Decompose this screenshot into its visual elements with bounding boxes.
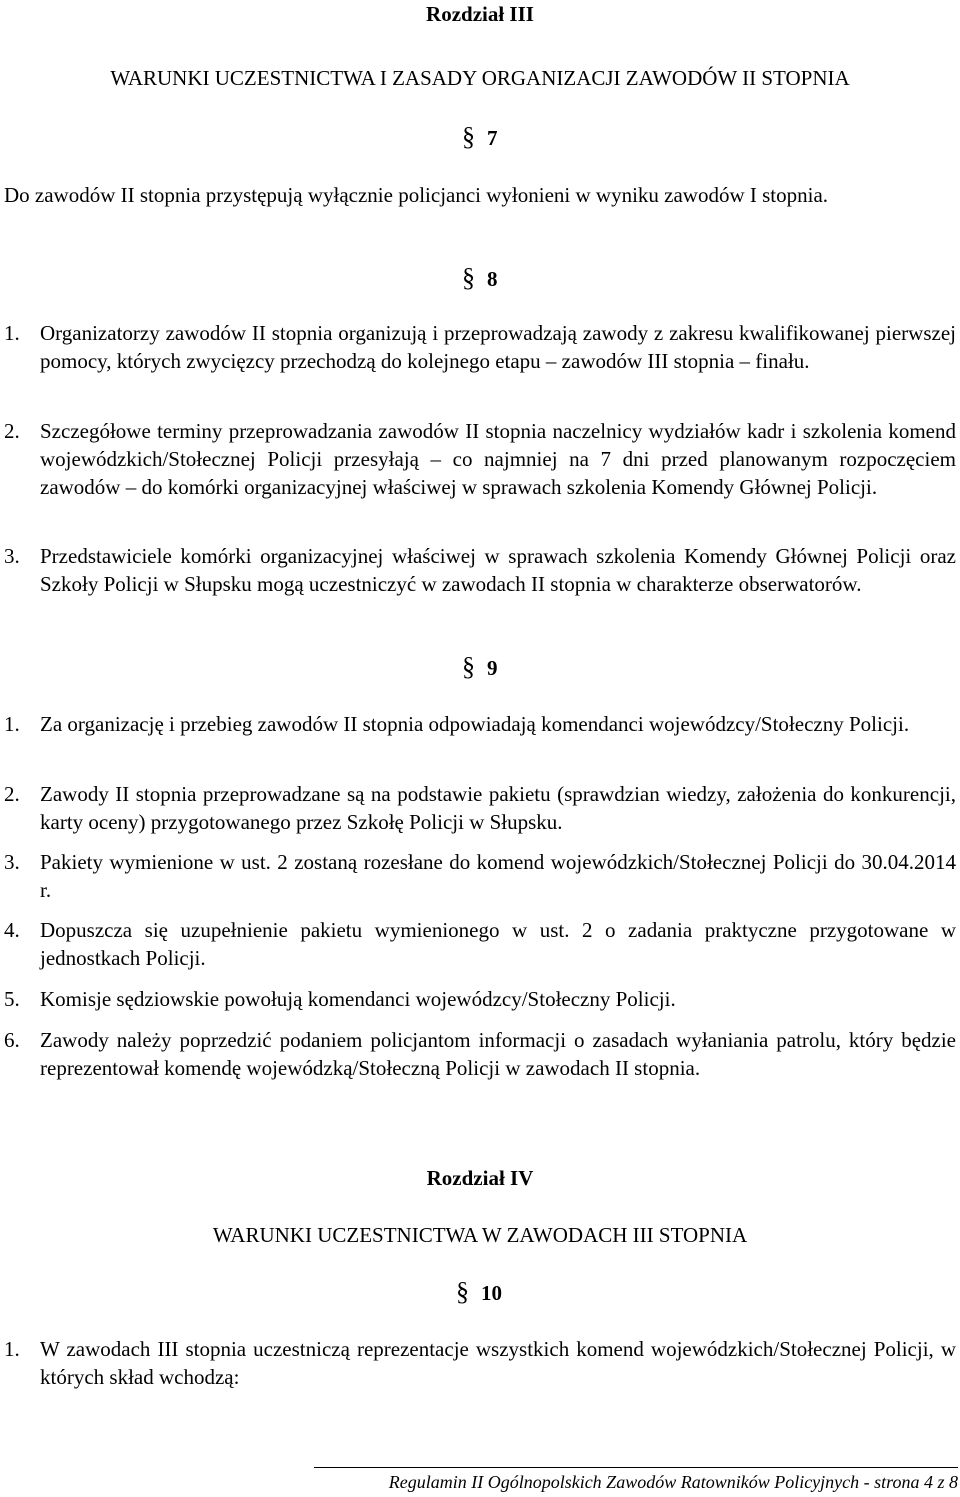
list-item-number: 6. bbox=[4, 1028, 20, 1052]
section-mark: § bbox=[462, 652, 475, 681]
section-7-paragraph: Do zawodów II stopnia przystępują wyłącznie policjanci wyłonieni w wyniku zawodów I stopnia. bbox=[4, 183, 829, 207]
section-mark: § bbox=[462, 122, 475, 151]
list-item-number: 3. bbox=[4, 544, 20, 568]
section-8-heading bbox=[462, 265, 498, 292]
list-item: Pakiety wymienione w ust. 2 zostaną rozesłane do komend wojewódzkich/Stołecznej Policji do 30.04.2014 r. bbox=[40, 850, 956, 902]
list-item-number: 4. bbox=[4, 918, 20, 942]
page-footer: Regulamin II Ogólnopolskich Zawodów Ratowników Policyjnych - strona 4 z 8 bbox=[388, 1472, 958, 1492]
chapter-title: Rozdział IV bbox=[426, 1166, 534, 1190]
chapter-title: Rozdział III bbox=[426, 2, 534, 26]
list-item: Przedstawiciele komórki organizacyjnej właściwej w sprawach szkolenia Komendy Głównej Policji oraz Szkoły Policji w Słupsku mogą uczestniczyć w zawodach II stopnia w charakterze obserwatorów. bbox=[40, 544, 956, 596]
list-item: Komisje sędziowskie powołują komendanci wojewódzcy/Stołeczny Policji. bbox=[40, 987, 676, 1011]
section-number: 8 bbox=[487, 267, 498, 291]
section-mark: § bbox=[456, 1277, 469, 1306]
list-item-number: 1. bbox=[4, 321, 20, 345]
chapter-heading: WARUNKI UCZESTNICTWA I ZASADY ORGANIZACJI ZAWODÓW II STOPNIA bbox=[110, 66, 850, 90]
list-item: W zawodach III stopnia uczestniczą reprezentacje wszystkich komend wojewódzkich/Stołecznej Policji, w których skład wchodzą: bbox=[40, 1337, 956, 1389]
list-item: Zawody należy poprzedzić podaniem policjantom informacji o zasadach wyłaniania patrolu, który będzie reprezentował komendę wojewódzką/Stołeczną Policji w zawodach II stopnia. bbox=[40, 1028, 956, 1080]
section-number: 10 bbox=[481, 1281, 502, 1305]
section-number: 7 bbox=[487, 126, 498, 150]
chapter-heading: WARUNKI UCZESTNICTWA W ZAWODACH III STOPNIA bbox=[212, 1223, 748, 1247]
section-mark: § bbox=[462, 263, 475, 292]
list-item: Szczegółowe terminy przeprowadzania zawodów II stopnia naczelnicy wydziałów kadr i szkolenia komend wojewódzkich/Stołecznej Policji przesyłają – co najmniej na 7 dni przed planowanym rozpoczęciem zawodów – do komórki organizacyjnej właściwej w sprawach szkolenia Komendy Głównej Policji. bbox=[40, 419, 956, 499]
section-10-heading bbox=[456, 1279, 502, 1306]
list-item-number: 1. bbox=[4, 712, 20, 736]
section-7-heading bbox=[462, 124, 498, 151]
footer-divider bbox=[314, 1467, 958, 1468]
list-item-number: 2. bbox=[4, 782, 20, 806]
list-item: Organizatorzy zawodów II stopnia organizują i przeprowadzają zawody z zakresu kwalifikowanej pierwszej pomocy, których zwycięzcy przechodzą do kolejnego etapu – zawodów III stopnia – finału. bbox=[40, 321, 956, 373]
list-item: Zawody II stopnia przeprowadzane są na podstawie pakietu (sprawdzian wiedzy, założenia do konkurencji, karty oceny) przygotowanego przez Szkołę Policji w Słupsku. bbox=[40, 782, 956, 834]
list-item: Za organizację i przebieg zawodów II stopnia odpowiadają komendanci wojewódzcy/Stołeczny Policji. bbox=[40, 712, 910, 736]
list-item-number: 5. bbox=[4, 987, 20, 1011]
section-number: 9 bbox=[487, 656, 498, 680]
section-9-heading bbox=[462, 654, 498, 681]
list-item-number: 3. bbox=[4, 850, 20, 874]
list-item: Dopuszcza się uzupełnienie pakietu wymienionego w ust. 2 o zadania praktyczne przygotowane w jednostkach Policji. bbox=[40, 918, 956, 970]
list-item-number: 2. bbox=[4, 419, 20, 443]
list-item-number: 1. bbox=[4, 1337, 20, 1361]
